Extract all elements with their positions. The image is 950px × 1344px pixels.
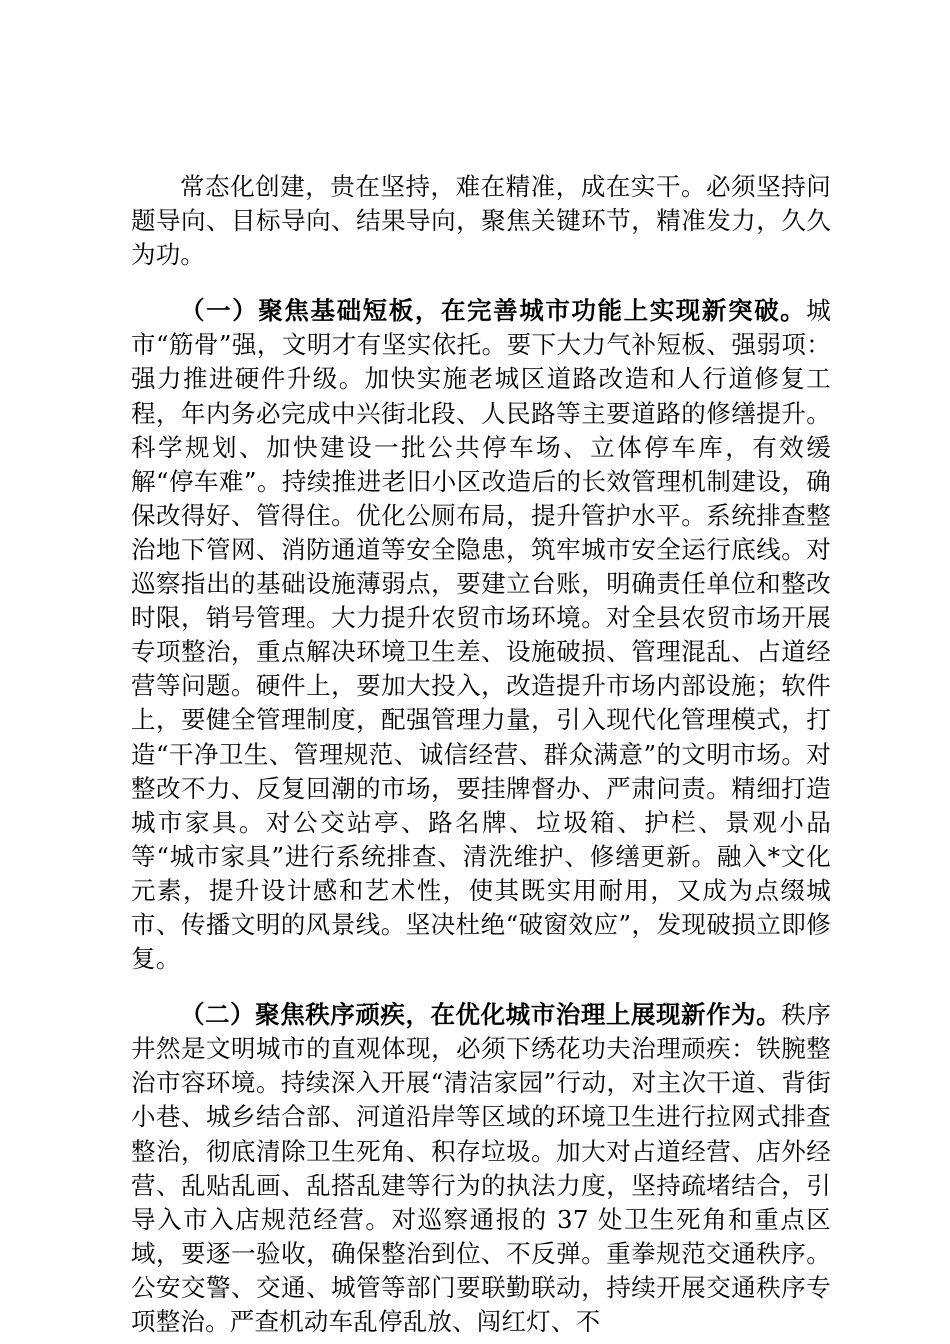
paragraph-section-2: [131, 998, 831, 1339]
section-1-text: 城市“筋骨”强，文明才有坚实依托。要下大力气补短板、强弱项：强力推进硬件升级。加快实施老城区道路改造和人行道修复工程，年内务必完成中兴街北段、人民路等主要道路的修缮提升。科学规划、加快建设一批公共停车场、立体停车库，有效缓解“停车难”。持续推进老旧小区改造后的长效管理机制建设，确保改得好、管得住。优化公厕布局，提升管护水平。系统排查整治地下管网、消防通道等安全隐患，筑牢城市安全运行底线。对巡察指出的基础设施薄弱点，要建立台账，明确责任单位和整改时限，销号管理。大力提升农贸市场环境。对全县农贸市场开展专项整治，重点解决环境卫生差、设施破损、管理混乱、占道经营等问题。硬件上，要加大投入，改造提升市场内部设施；软件上，要健全管理制度，配强管理力量，引入现代化管理模式，打造“干净卫生、管理规范、诚信经营、群众满意”的文明市场。对整改不力、反复回潮的市场，要挂牌督办、严肃问责。精细打造城市家具。对公交站亭、路名牌、垃圾箱、护栏、景观小品等“城市家具”进行系统排查、清洗维护、修缮更新。融入*文化元素，提升设计感和艺术性，使其既实用耐用，又成为点缀城市、传播文明的风景线。坚决杜绝“破窗效应”，发现破损立即修复。: [131, 296, 831, 974]
paragraph-intro: [131, 170, 831, 272]
document-body: [131, 170, 831, 1339]
section-2-heading: （二）聚焦秩序顽疾，在优化城市治理上展现新作为。: [180, 1000, 782, 1030]
paragraph-intro-text: 常态化创建，贵在坚持，难在精准，成在实干。必须坚持问题导向、目标导向、结果导向，聚焦关键环节，精准发力，久久为功。: [131, 172, 831, 270]
section-2-text: 秩序井然是文明城市的直观体现，必须下绣花功夫治理顽疾：铁腕整治市容环境。持续深入开展“清洁家园”行动，对主次干道、背街小巷、城乡结合部、河道沿岸等区域的环境卫生进行拉网式排查整治，彻底清除卫生死角、积存垃圾。加大对占道经营、店外经营、乱贴乱画、乱搭乱建等行为的执法力度，坚持疏堵结合，引导入市入店规范经营。对巡察通报的 37 处卫生死角和重点区域，要逐一验收，确保整治到位、不反弹。重拳规范交通秩序。公安交警、交通、城管等部门要联勤联动，持续开展交通秩序专项整治。严查机动车乱停乱放、闯红灯、不: [131, 1000, 831, 1336]
section-1-heading: （一）聚焦基础短板，在完善城市功能上实现新突破。: [180, 296, 807, 326]
paragraph-section-1: [131, 294, 831, 976]
